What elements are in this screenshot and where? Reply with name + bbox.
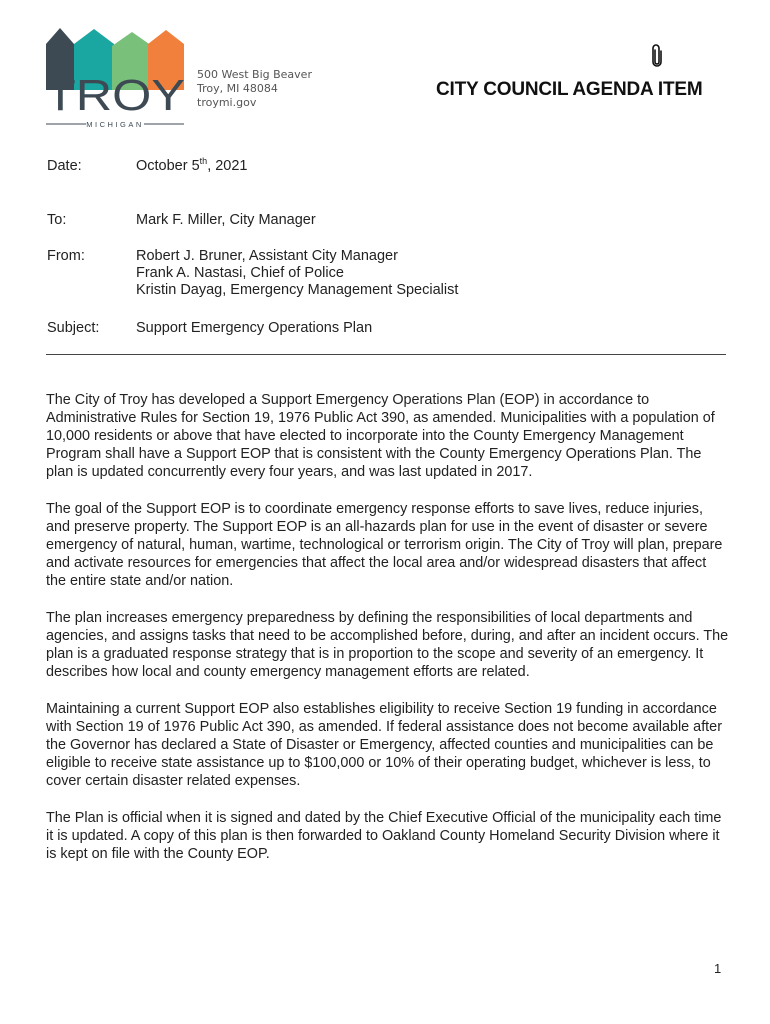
body-paragraph: The plan increases emergency preparedness by defining the responsibilities of local departments and agencies, and assigns tasks that need to be accomplished before, during, and after an incident occurs. The plan is a graduated response strategy that is in proportion to the scope and severity of an emergency. It describes how local and county emergency management efforts are related. (46, 610, 729, 680)
date-value: October 5th, 2021 (136, 156, 248, 174)
from-values (136, 248, 458, 299)
paperclip-icon (651, 44, 663, 68)
body-paragraph: The City of Troy has developed a Support Emergency Operations Plan (EOP) in accordance to Administrative Rules for Section 19, 1976 Public Act 390, as amended. Municipalities with a population of 10,000 residents or above that have elected to incorporate into the County Emergency Management Program shall have a Support EOP that is consistent with the County Emergency Operations Plan. The plan is updated concurrently every four years, and was last updated in 2017. (46, 392, 715, 480)
to-label: To: (47, 212, 67, 228)
from-value: Kristin Dayag, Emergency Management Specialist (136, 282, 459, 298)
logo-region: MICHIGAN (86, 120, 144, 129)
from-value: Robert J. Bruner, Assistant City Manager (136, 248, 398, 264)
logo-wordmark: TROY (45, 71, 185, 120)
date-label: Date: (47, 158, 82, 174)
body-paragraph: The Plan is official when it is signed and dated by the Chief Executive Official of the municipality each time it is updated. A copy of this plan is then forwarded to Oakland County Homeland Security Division where it is kept on file with the County EOP. (46, 810, 722, 862)
body-paragraph: Maintaining a current Support EOP also establishes eligibility to receive Section 19 funding in accordance with Section 19 of 1976 Public Act 390, as amended. If federal assistance does not become available after the Governor has declared a State of Disaster or Emergency, affected counties and municipalities can be eligible to receive state assistance up to $100,000 or 10% of their operating budget, whichever is less, to cover certain disaster related expenses. (46, 701, 722, 789)
page-number: 1 (714, 961, 722, 976)
address-street: 500 West Big Beaver (197, 68, 312, 81)
subject-value: Support Emergency Operations Plan (136, 320, 373, 336)
document-title: CITY COUNCIL AGENDA ITEM (436, 79, 703, 100)
subject-label: Subject: (47, 320, 100, 336)
from-value: Frank A. Nastasi, Chief of Police (136, 265, 344, 281)
address-website: troymi.gov (197, 96, 257, 109)
to-value: Mark F. Miller, City Manager (136, 212, 316, 228)
header-divider (46, 354, 726, 355)
city-address (197, 68, 312, 110)
from-label: From: (47, 248, 85, 264)
troy-logo (40, 26, 190, 130)
memo-body (46, 391, 730, 882)
address-city: Troy, MI 48084 (197, 82, 278, 95)
body-paragraph: The goal of the Support EOP is to coordinate emergency response efforts to save lives, reduce injuries, and preserve property. The Support EOP is an all-hazards plan for use in the event of disaster or severe emergency of natural, human, wartime, technological or terrorism origin. The City of Troy will plan, prepare and activate resources for emergencies that affect the local area and/or widespread disasters that affect the entire state and/or nation. (46, 501, 723, 589)
